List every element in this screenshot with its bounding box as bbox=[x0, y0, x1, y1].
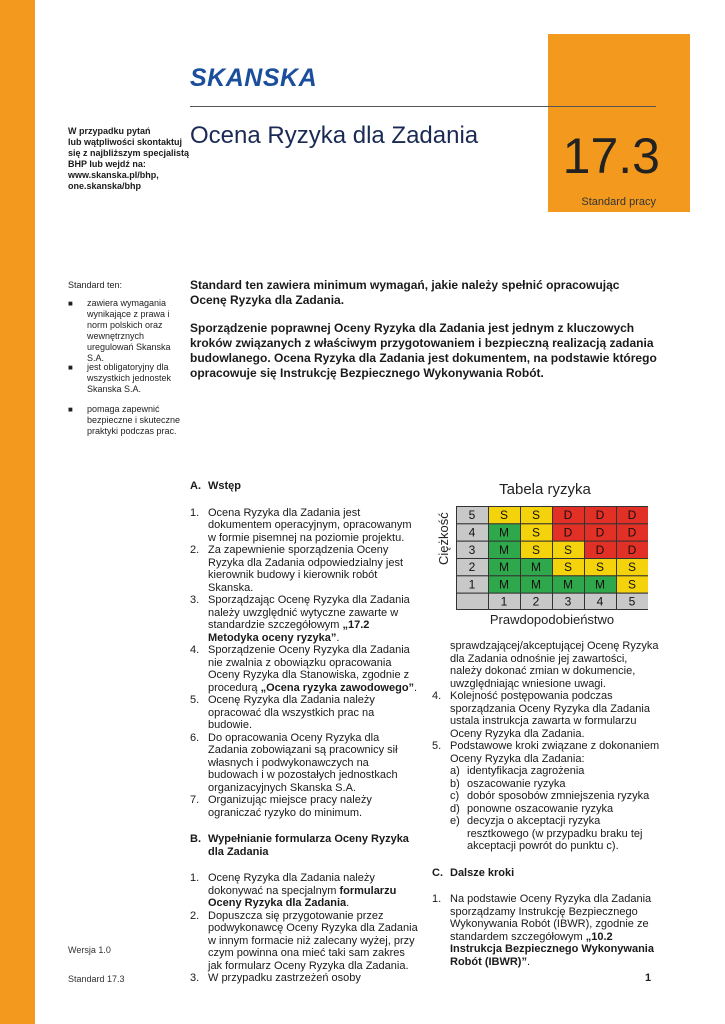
col-label: 5 bbox=[628, 594, 636, 609]
version-label: Wersja 1.0 bbox=[68, 945, 111, 955]
row-label: 5 bbox=[468, 508, 476, 523]
risk-cell-label: M bbox=[499, 560, 509, 575]
skanska-logo: SKANSKA bbox=[190, 64, 318, 92]
bullet-icon: ■ bbox=[68, 405, 73, 414]
continuation-text: sprawdzającej/akceptującej Ocenę Ryzyka dla Zadania odnośnie jej zawartości, należy dokonać zmian w dokumencie, uwzględniając wniesione uwagi. bbox=[450, 640, 659, 690]
standard-number-box bbox=[548, 34, 690, 212]
risk-cell-label: D bbox=[595, 542, 605, 557]
list-item: 6. Do opracowania Oceny Ryzyka dla Zadania zobowiązani są pracownicy sił własnych i podwykonawczych na budowach i w pozostałych jednostkach organizacyjnych Skanska S.A. bbox=[190, 731, 398, 794]
risk-table-x-label: Prawdopodobieństwo bbox=[489, 612, 615, 627]
header-divider bbox=[190, 106, 656, 107]
risk-cell-label: D bbox=[563, 525, 573, 540]
sidebar-item-text: zawiera wymagania wynikające z prawa i norm polskich oraz wewnętrznych uregulowań Skanska S.A. bbox=[87, 298, 171, 363]
section-a-heading: A. Wstęp bbox=[190, 480, 241, 492]
section-a-list bbox=[190, 507, 418, 820]
list-item: 5. Podstawowe kroki związane z dokonaniem Oceny Ryzyka dla Zadania: a) identyfikacja zagrożenia b) oszacowanie ryzyka c) dobór sposobów zmniejszenia ryzyka d) ponowne oszacowanie ryzyka e) decyzja o akceptacji ryzyka resztkowego (w przypadku braku tej akceptacji powrót do punktu c). bbox=[432, 740, 660, 852]
contact-link[interactable]: one.skanska/bhp bbox=[68, 181, 142, 191]
step-item: e) decyzja o akceptacji ryzyka resztkowego (w przypadku braku tej akceptacji powrót do punktu c). bbox=[450, 815, 643, 852]
sidebar-item bbox=[68, 362, 178, 402]
intro-paragraph: Sporządzenie poprawnej Oceny Ryzyka dla Zadania jest jednym z kluczowych kroków związanych z właściwym przygotowaniem i bezpieczną realizacją zadania budowlanego. Ocena Ryzyka dla Zadania jest dokumentem, na podstawie którego opracowuje się Instrukcję Bezpiecznego Wykonywania Robót. bbox=[190, 321, 657, 380]
bullet-icon: ■ bbox=[68, 363, 73, 372]
list-item: 5. Ocenę Ryzyka dla Zadania należy opracować dla wszystkich prac na budowie. bbox=[190, 694, 375, 731]
sidebar-item bbox=[68, 404, 181, 444]
list-item: 1. Na podstawie Oceny Ryzyka dla Zadania sporządzamy Instrukcję Bezpiecznego Wykonywania Robót (IBWR), zgodnie ze standardem szczegółowym „10.2 Instrukcja Bezpiecznego Wykonywania Robót (IBWR)”. bbox=[432, 893, 654, 968]
step-item: b) oszacowanie ryzyka bbox=[450, 777, 566, 790]
risk-cell-label: D bbox=[627, 525, 637, 540]
row-label: 3 bbox=[468, 542, 476, 557]
row-label: 2 bbox=[468, 560, 476, 575]
row-label: 1 bbox=[468, 577, 476, 592]
risk-cell-label: M bbox=[563, 577, 573, 592]
list-item: 2. Dopuszcza się przygotowanie przez podwykonawcę Oceny Ryzyka dla Zadania w innym formacie niż zalecany wyżej, przy czym powinna ona mieć taki sam zakres jak formularz Oceny Ryzyka dla Zadania. bbox=[190, 909, 418, 972]
risk-cell-label: S bbox=[531, 542, 541, 557]
section-c-list bbox=[432, 893, 660, 968]
risk-cell-label: D bbox=[627, 542, 637, 557]
risk-cell-label: M bbox=[595, 577, 605, 592]
section-c-heading: C. Dalsze kroki bbox=[432, 866, 515, 879]
risk-cell-label: M bbox=[499, 525, 509, 540]
left-column bbox=[190, 480, 418, 985]
risk-cell-label: D bbox=[627, 508, 637, 523]
risk-cell-label: S bbox=[563, 560, 573, 575]
risk-cell-label: S bbox=[627, 577, 637, 592]
risk-cell-label: M bbox=[499, 542, 509, 557]
section-b-list-cont bbox=[432, 690, 660, 853]
list-item: 3. W przypadku zastrzeżeń osoby bbox=[190, 972, 361, 984]
col-label: 4 bbox=[596, 594, 604, 609]
risk-table-title: Tabela ryzyka bbox=[499, 481, 591, 498]
list-item: 4. Kolejność postępowania podczas sporządzania Oceny Ryzyka dla Zadania ustala instrukcja zawarta w formularzu Oceny Ryzyka dla Zadania. bbox=[432, 690, 650, 740]
contact-info bbox=[68, 126, 190, 192]
left-accent-bar bbox=[0, 0, 35, 1024]
sidebar-title: Standard ten: bbox=[68, 280, 123, 290]
page-title: Ocena Ryzyka dla Zadania bbox=[190, 122, 479, 149]
risk-cell-label: M bbox=[531, 560, 541, 575]
list-item: 7. Organizując miejsce pracy należy ograniczać ryzyko do minimum. bbox=[190, 794, 372, 819]
intro-block bbox=[190, 278, 658, 394]
page-number: 1 bbox=[645, 972, 652, 984]
sidebar-item-text: jest obligatoryjny dla wszystkich jednostek Skanska S.A. bbox=[87, 362, 172, 394]
risk-cell-label: M bbox=[499, 577, 509, 592]
risk-cell-label: S bbox=[499, 508, 509, 523]
sidebar-item-text: pomaga zapewnić bezpieczne i skuteczne praktyki podczas prac. bbox=[87, 404, 181, 436]
contact-line: BHP lub wejdź na: bbox=[68, 159, 146, 169]
row-label: 4 bbox=[468, 525, 476, 540]
risk-cell-label: S bbox=[595, 560, 605, 575]
risk-cell-label: S bbox=[563, 542, 573, 557]
sidebar-item bbox=[68, 298, 178, 363]
risk-table bbox=[456, 506, 648, 610]
steps-list bbox=[450, 765, 660, 853]
risk-cell-label: S bbox=[627, 560, 637, 575]
intro-paragraph: Standard ten zawiera minimum wymagań, jakie należy spełnić opracowując Ocenę Ryzyka dla Zadania. bbox=[190, 278, 620, 307]
col-label: 3 bbox=[564, 594, 572, 609]
risk-table-y-label: Ciężkość bbox=[436, 512, 451, 565]
section-b-list bbox=[190, 872, 418, 985]
contact-line: się z najbliższym specjalistą bbox=[68, 148, 190, 158]
contact-line: W przypadku pytań bbox=[68, 126, 151, 136]
step-item: a) identyfikacja zagrożenia bbox=[450, 765, 585, 777]
risk-cell-label: D bbox=[595, 525, 605, 540]
bullet-icon: ■ bbox=[68, 299, 73, 308]
col-label: 2 bbox=[532, 594, 540, 609]
list-item: 3. Sporządzając Ocenę Ryzyka dla Zadania należy uwzględnić wytyczne zawarte w standardzie szczegółowym „17.2 Metodyka oceny ryzyka”. bbox=[190, 594, 410, 644]
risk-cell-label: D bbox=[595, 508, 605, 523]
list-item: 1. Ocenę Ryzyka dla Zadania należy dokonywać na specjalnym formularzu Oceny Ryzyka dla Zadania. bbox=[190, 872, 397, 909]
step-item: d) ponowne oszacowanie ryzyka bbox=[450, 802, 614, 815]
footer-standard: Standard 17.3 bbox=[68, 974, 125, 984]
list-item: 1. Ocena Ryzyka dla Zadania jest dokumentem operacyjnym, opracowanym w formie pisemnej na poziomie projektu. bbox=[190, 506, 412, 544]
risk-cell-label: S bbox=[531, 525, 541, 540]
step-item: c) dobór sposobów zmniejszenia ryzyka bbox=[450, 790, 650, 802]
risk-cell-label: S bbox=[531, 508, 541, 523]
list-item: 2. Za zapewnienie sporządzenia Oceny Ryzyka dla Zadania odpowiedzialny jest kierownik budowy i kierownik robót Skanska. bbox=[190, 544, 404, 594]
corner-cell bbox=[457, 593, 489, 609]
list-item: 4. Sporządzenie Oceny Ryzyka dla Zadania nie zwalnia z obowiązku opracowania Oceny Ryzyka dla Stanowiska, zgodnie z procedurą „Ocena ryzyka zawodowego”. bbox=[190, 644, 418, 694]
standard-label: Standard pracy bbox=[581, 196, 656, 208]
col-label: 1 bbox=[500, 594, 508, 609]
contact-link[interactable]: www.skanska.pl/bhp, bbox=[68, 170, 159, 180]
standard-number: 17.3 bbox=[562, 128, 660, 184]
section-b-heading: B. Wypełnianie formularza Oceny Ryzyka dla Zadania bbox=[190, 833, 409, 858]
risk-cell-label: D bbox=[563, 508, 573, 523]
contact-line: lub wątpliwości skontaktuj bbox=[68, 137, 183, 147]
risk-cell-label: M bbox=[531, 577, 541, 592]
right-column bbox=[432, 640, 660, 968]
